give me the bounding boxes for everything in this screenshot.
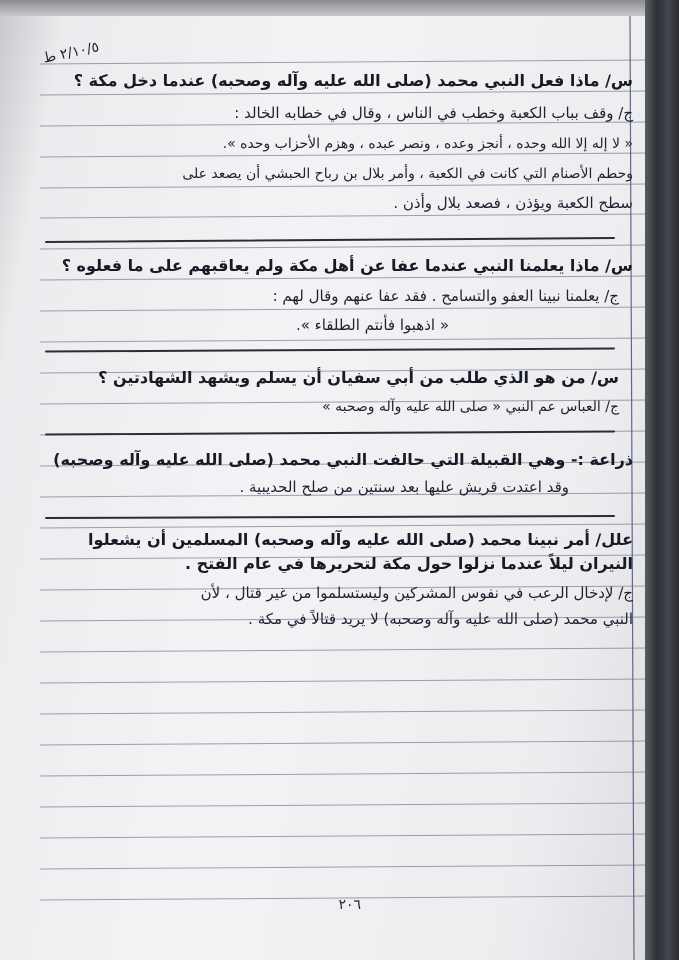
- date-label: ٢/١٠/٥ ط: [41, 39, 101, 67]
- answer-2-line-2: « اذهبوا فأنتم الطلقاء ».: [295, 316, 449, 334]
- note-khuzaa-line-2: وقد اعتدت قريش عليها بعد سنتين من صلح الحديبية .: [239, 478, 569, 496]
- question-2: س/ ماذا يعلمنا النبي عندما عفا عن أهل مكة ولم يعاقبهم على ما فعلوه ؟: [61, 256, 633, 275]
- question-3: س/ من هو الذي طلب من أبي سفيان أن يسلم ويشهد الشهادتين ؟: [98, 368, 619, 387]
- page-number: ٢٠٦: [338, 897, 361, 913]
- notebook-binding: [645, 0, 679, 960]
- answer-1-line-2: « لا إله إلا الله وحده ، أنجز وعده ، ونصر عبده ، وهزم الأحزاب وحده ».: [222, 136, 633, 152]
- note-khuzaa: ذراعة :- وهي القبيلة التي حالفت النبي محمد (صلى الله عليه وآله وصحبه): [53, 450, 633, 469]
- answer-5-line-2: النبي محمد (صلى الله عليه وآله وصحبه) لا يريد قتالاً في مكة .: [248, 610, 633, 628]
- question-5: علل/ أمر نبينا محمد (صلى الله عليه وآله وصحبه) المسلمين أن يشعلوا: [88, 530, 633, 549]
- question-5-line-2: النيران ليلاً عندما نزلوا حول مكة لتحريرها في عام الفتح .: [184, 554, 633, 573]
- answer-3-line-1: ج/ العباس عم النبي « صلى الله عليه وآله وصحبه »: [322, 399, 619, 415]
- question-1: س/ ماذا فعل النبي محمد (صلى الله عليه وآله وصحبه) عندما دخل مكة ؟: [73, 71, 633, 90]
- answer-2-line-1: ج/ يعلمنا نبينا العفو والتسامح . فقد عفا عنهم وقال لهم :: [272, 287, 619, 305]
- answer-1-line-4: سطح الكعبة ويؤذن ، فصعد بلال وأذن .: [393, 194, 633, 212]
- answer-1-line-3: وحطم الأصنام التي كانت في الكعبة ، وأمر بلال بن رباح الحبشي أن يصعد على: [182, 166, 633, 182]
- answer-5-line-1: ج/ لإدخال الرعب في نفوس المشركين وليستسلموا من غير قتال ، لأن: [200, 584, 633, 602]
- answer-1-line-1: ج/ وقف بباب الكعبة وخطب في الناس ، وقال في خطابه الخالد :: [234, 104, 633, 122]
